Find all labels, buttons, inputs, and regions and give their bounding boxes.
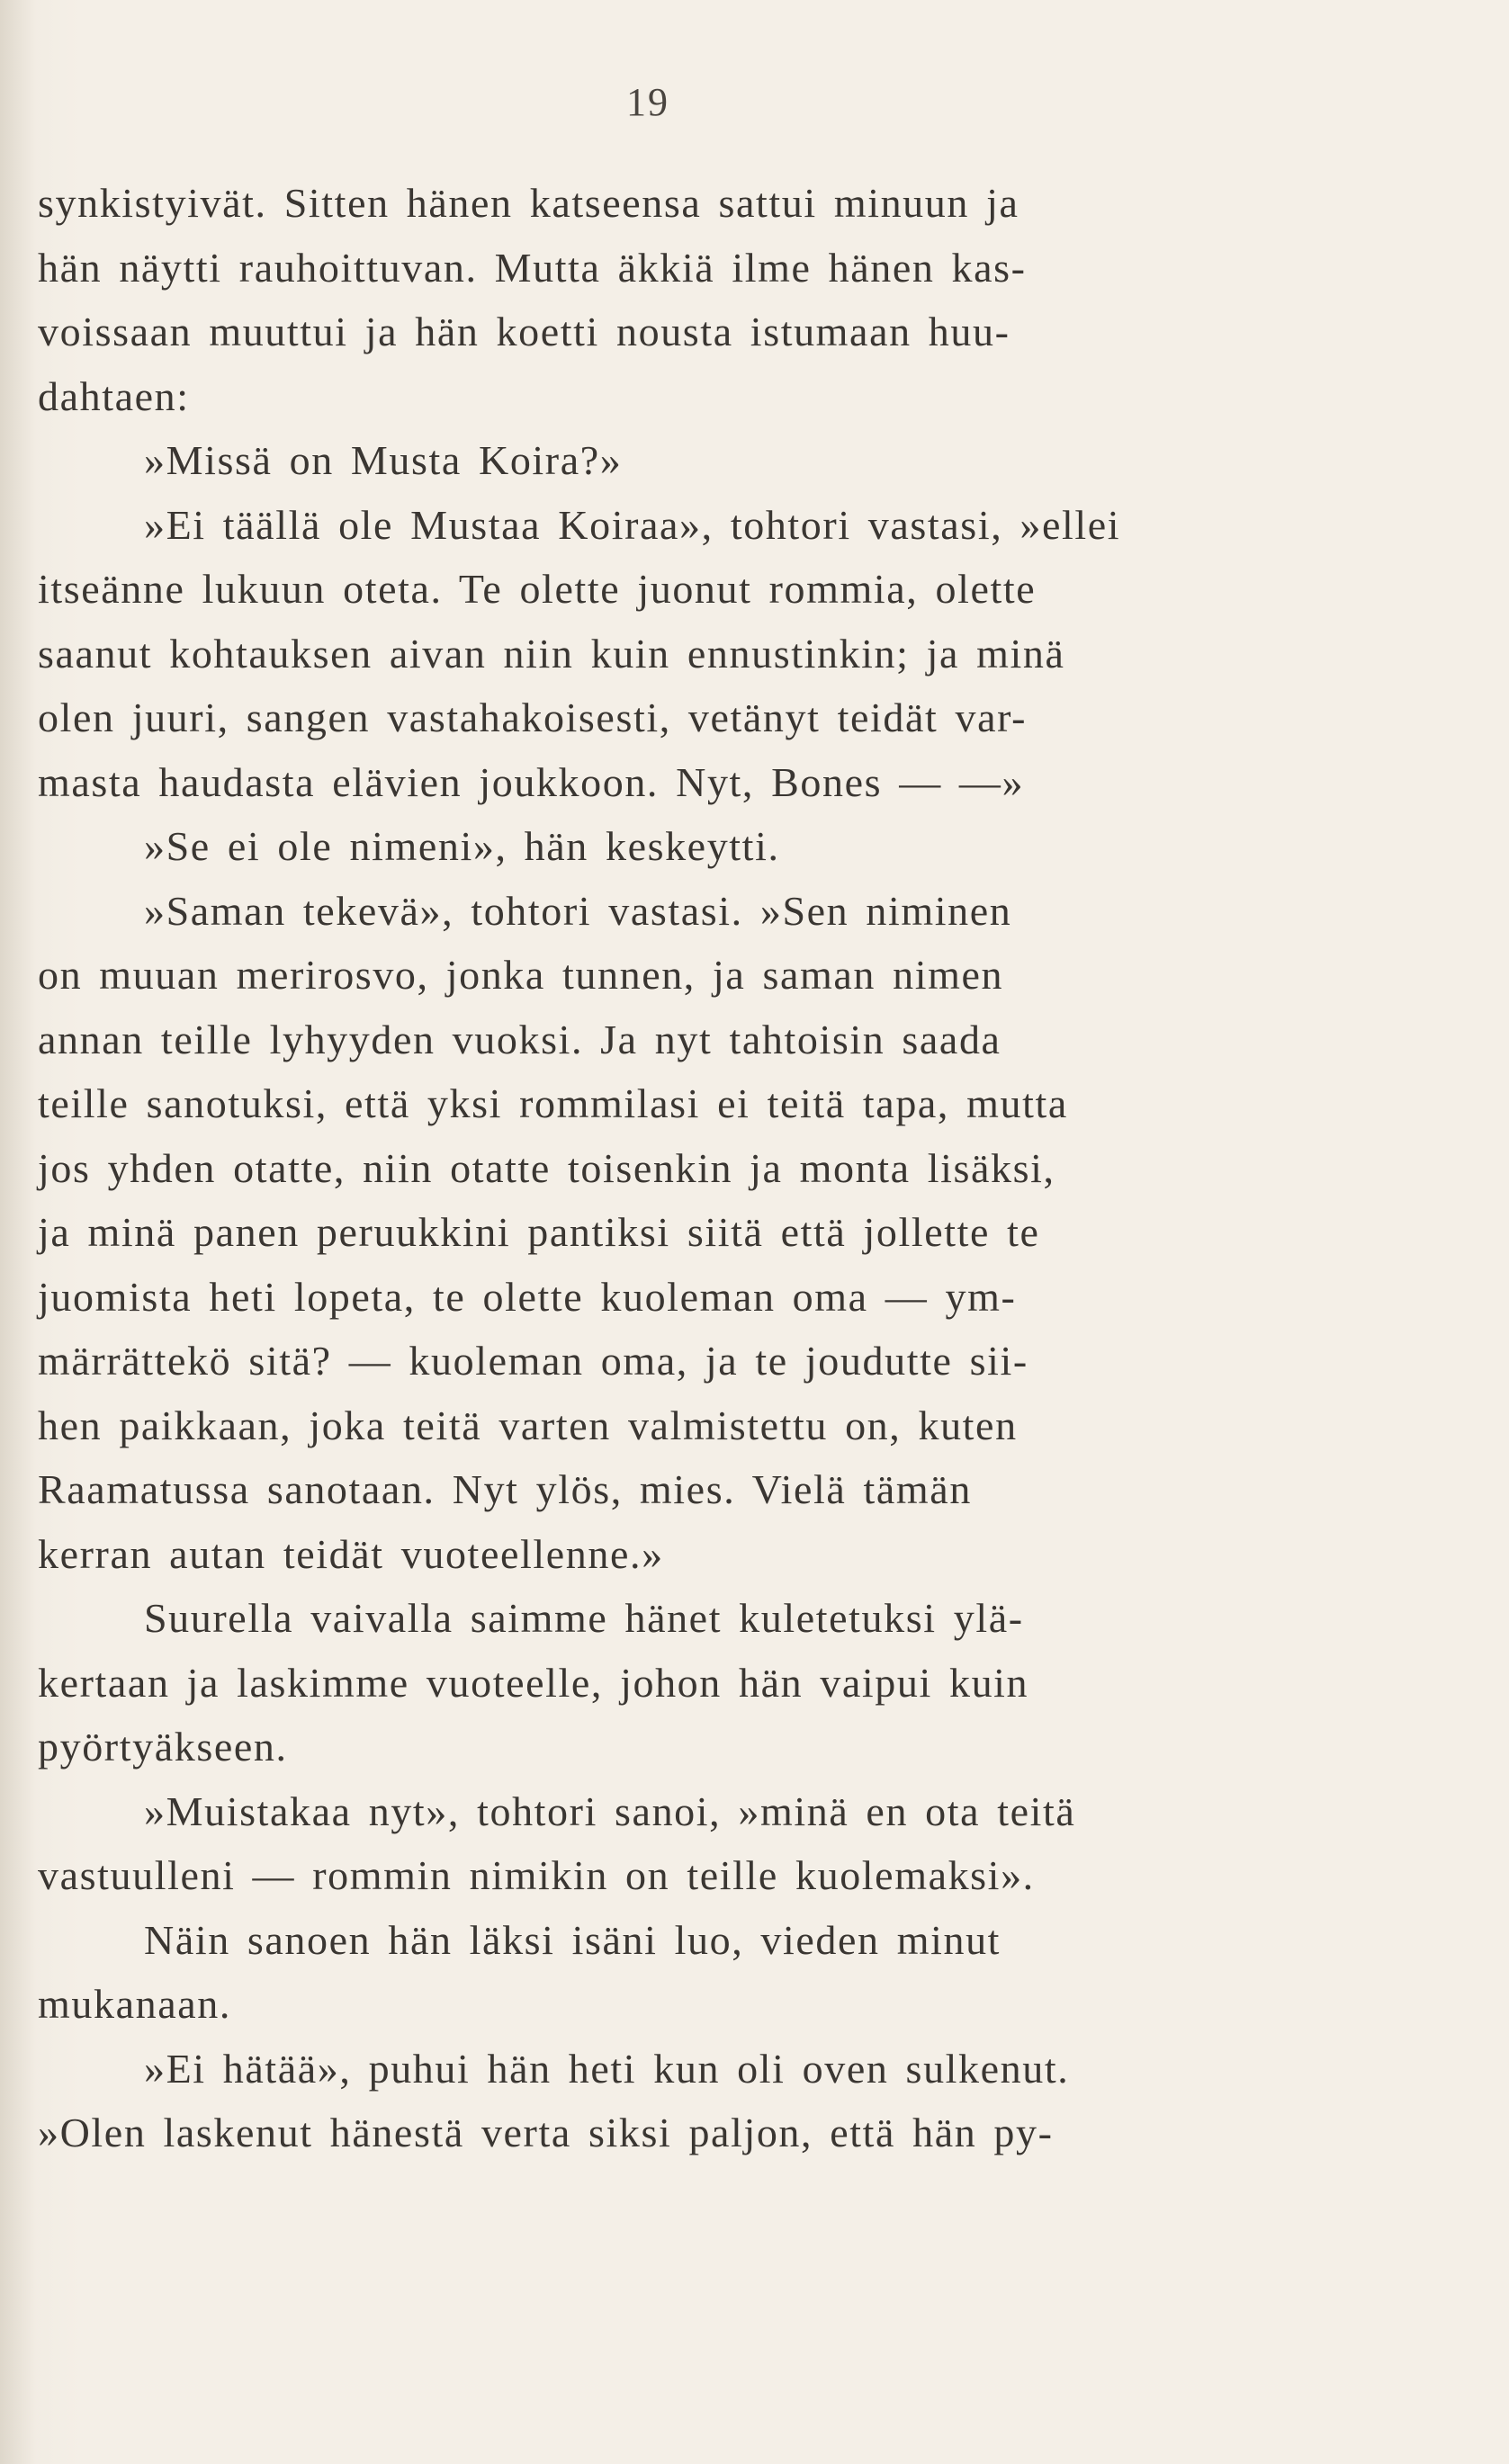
text-line: ja minä panen peruukkini pantiksi siitä että jollette te — [38, 1209, 1040, 1255]
text-line: mukanaan. — [38, 1981, 231, 2027]
text-line: juomista heti lopeta, te olette kuoleman oma — ym- — [38, 1273, 1017, 1320]
text-line: »Ei täällä ole Mustaa Koiraa», tohtori vastasi, »ellei — [144, 501, 1121, 548]
text-line: hän näytti rauhoittuvan. Mutta äkkiä ilme hänen kas- — [38, 244, 1027, 291]
text-line: Raamatussa sanotaan. Nyt ylös, mies. Vielä tämän — [38, 1466, 972, 1512]
text-line: masta haudasta elävien joukkoon. Nyt, Bones — —» — [38, 758, 1025, 805]
text-line: jos yhden otatte, niin otatte toisenkin ja monta lisäksi, — [38, 1144, 1055, 1191]
text-line: dahtaen: — [38, 372, 190, 419]
text-line: itseänne lukuun oteta. Te olette juonut rommia, olette — [38, 566, 1037, 612]
text-line: teille sanotuksi, että yksi rommilasi ei teitä tapa, mutta — [38, 1080, 1068, 1126]
text-line: annan teille lyhyyden vuoksi. Ja nyt tahtoisin saada — [38, 1016, 1002, 1062]
text-line: »Ei hätää», puhui hän heti kun oli oven sulkenut. — [144, 2045, 1070, 2092]
text-line: »Muistakaa nyt», tohtori sanoi, »minä en ota teitä — [144, 1788, 1076, 1834]
text-line: pyörtyäkseen. — [38, 1724, 288, 1770]
text-line: saanut kohtauksen aivan niin kuin ennustinkin; ja minä — [38, 630, 1065, 676]
text-line: »Se ei ole nimeni», hän keskeytti. — [144, 823, 780, 869]
text-line: vastuulleni — rommin nimikin on teille kuolemaksi». — [38, 1852, 1035, 1898]
text-line: »Olen laskenut hänestä verta siksi paljon, että hän py- — [38, 2110, 1054, 2155]
text-line: on muuan merirosvo, jonka tunnen, ja saman nimen — [38, 952, 1004, 998]
text-line: kertaan ja laskimme vuoteelle, johon hän vaipui kuin — [38, 1659, 1029, 1706]
body-text — [38, 171, 1257, 2165]
text-line: »Missä on Musta Koira?» — [144, 437, 623, 483]
text-line: kerran autan teidät vuoteellenne.» — [38, 1530, 664, 1577]
page-number: 19 — [626, 80, 669, 124]
text-line: olen juuri, sangen vastahakoisesti, vetänyt teidät var- — [38, 694, 1028, 740]
text-line: »Saman tekevä», tohtori vastasi. »Sen niminen — [144, 887, 1012, 934]
text-line: hen paikkaan, joka teitä varten valmistettu on, kuten — [38, 1402, 1018, 1448]
text-line: märrättekö sitä? — kuoleman oma, ja te joudutte sii- — [38, 1338, 1028, 1384]
text-line: Näin sanoen hän läksi isäni luo, vieden minut — [144, 1916, 1002, 1963]
text-line: Suurella vaivalla saimme hänet kuletetuksi ylä- — [144, 1595, 1024, 1641]
text-line: synkistyivät. Sitten hänen katseensa sattui minuun ja — [38, 180, 1019, 226]
text-line: voissaan muuttui ja hän koetti nousta istumaan huu- — [38, 309, 1010, 354]
